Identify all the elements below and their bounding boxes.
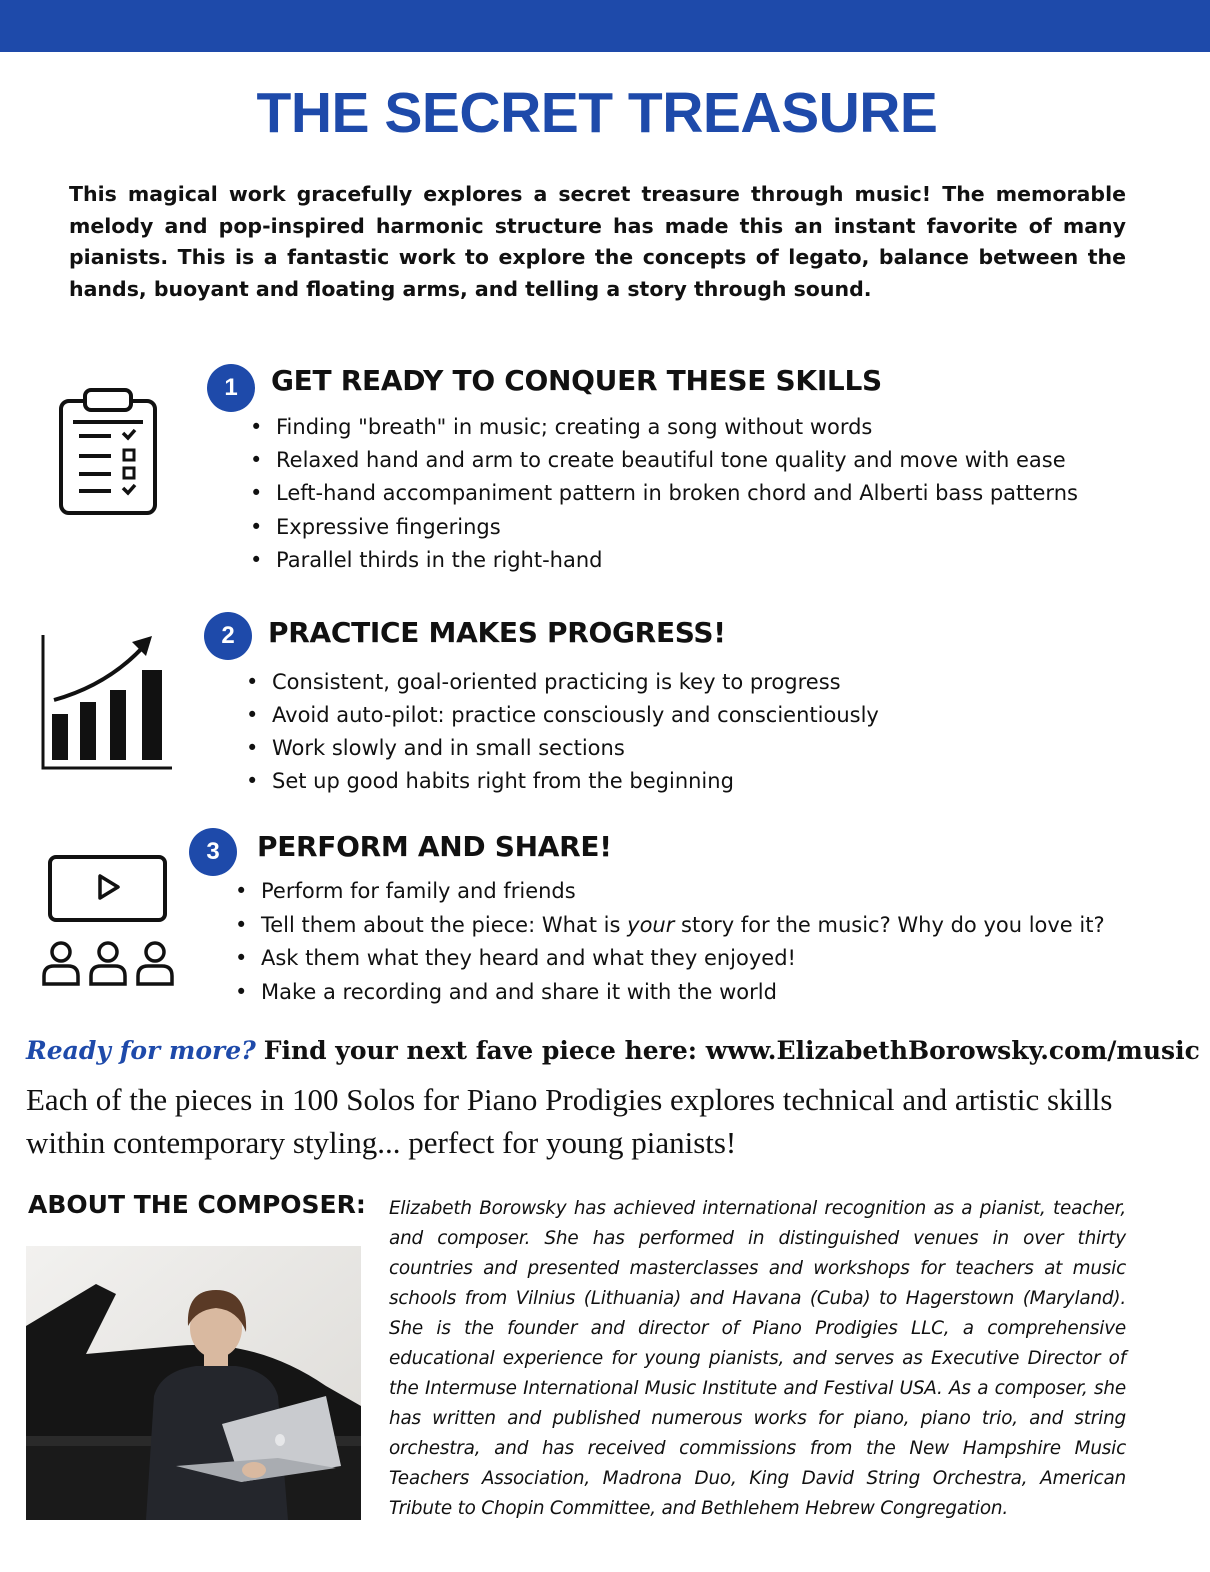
list-item: • Set up good habits right from the beginning <box>246 765 879 798</box>
video-audience-icon <box>40 852 176 988</box>
intro-paragraph: This magical work gracefully explores a secret treasure through music! The memorable melody and pop-inspired harmonic structure has made this an instant favorite of many pianists. This is a fantastic work to explore the concepts of legato, balance between the hands, buoyant and floating arms, and telling a story through sound. <box>69 182 1126 301</box>
website-link[interactable]: Find your next fave piece here: www.ElizabethBorowsky.com/music <box>263 1036 1200 1065</box>
list-item: • Make a recording and and share it with the world <box>235 976 1105 1010</box>
list-item: • Tell them about the piece: What is your story for the music? Why do you love it? <box>235 909 1105 943</box>
composer-photo <box>26 1246 361 1520</box>
list-item: • Parallel thirds in the right-hand <box>250 544 1078 577</box>
list-item: • Avoid auto-pilot: practice consciously and conscientiously <box>246 699 879 732</box>
list-item: • Relaxed hand and arm to create beautiful tone quality and move with ease <box>250 444 1078 477</box>
practice-list <box>246 666 879 798</box>
top-banner <box>0 0 1210 52</box>
section-heading: GET READY TO CONQUER THESE SKILLS <box>271 364 882 397</box>
step-number-badge: 3 <box>189 828 237 876</box>
list-item: • Finding "breath" in music; creating a song without words <box>250 411 1078 444</box>
list-item: • Expressive fingerings <box>250 511 1078 544</box>
section-heading: PERFORM AND SHARE! <box>257 830 612 863</box>
bar-chart-growth-icon <box>40 632 174 772</box>
step-number-badge: 2 <box>204 612 252 660</box>
list-item: • Left-hand accompaniment pattern in broken chord and Alberti bass patterns <box>250 477 1078 510</box>
ready-for-more-lead: Ready for more? <box>26 1036 256 1065</box>
perform-list <box>235 875 1105 1009</box>
step-number-badge: 1 <box>207 364 255 412</box>
clipboard-checklist-icon <box>57 386 159 518</box>
page-title: THE SECRET TREASURE <box>256 81 938 145</box>
list-item: • Consistent, goal-oriented practicing is key to progress <box>246 666 879 699</box>
list-item: • Work slowly and in small sections <box>246 732 879 765</box>
section-heading: PRACTICE MAKES PROGRESS! <box>268 616 726 649</box>
list-item: • Ask them what they heard and what they enjoyed! <box>235 942 1105 976</box>
list-item: • Perform for family and friends <box>235 875 1105 909</box>
composer-bio: Elizabeth Borowsky has achieved international recognition as a pianist, teacher, and composer. She has performed in distinguished venues in over thirty countries and presented masterclasses and workshops for teachers at music schools from Vilnius (Lithuania) and Havana (Cuba) to Hagerstown (Maryland). She is the founder and director of Piano Prodigies LLC, a comprehensive educational experience for young pianists, and serves as Executive Director of the Intermuse International Music Institute and Festival USA. As a composer, she has written and published numerous works for piano, piano trio, and string orchestra, and has received commissions from the New Hampshire Music Teachers Association, Madrona Duo, King David String Orchestra, American Tribute to Chopin Committee, and Bethlehem Hebrew Congregation. <box>389 1198 1126 1519</box>
skills-list <box>250 411 1078 577</box>
about-composer-heading: ABOUT THE COMPOSER: <box>28 1190 366 1219</box>
ready-for-more-line <box>26 1036 1200 1065</box>
collection-blurb: Each of the pieces in 100 Solos for Piano Prodigies explores technical and artistic skills within contemporary styling... perfect for young pianists! <box>26 1082 1113 1160</box>
